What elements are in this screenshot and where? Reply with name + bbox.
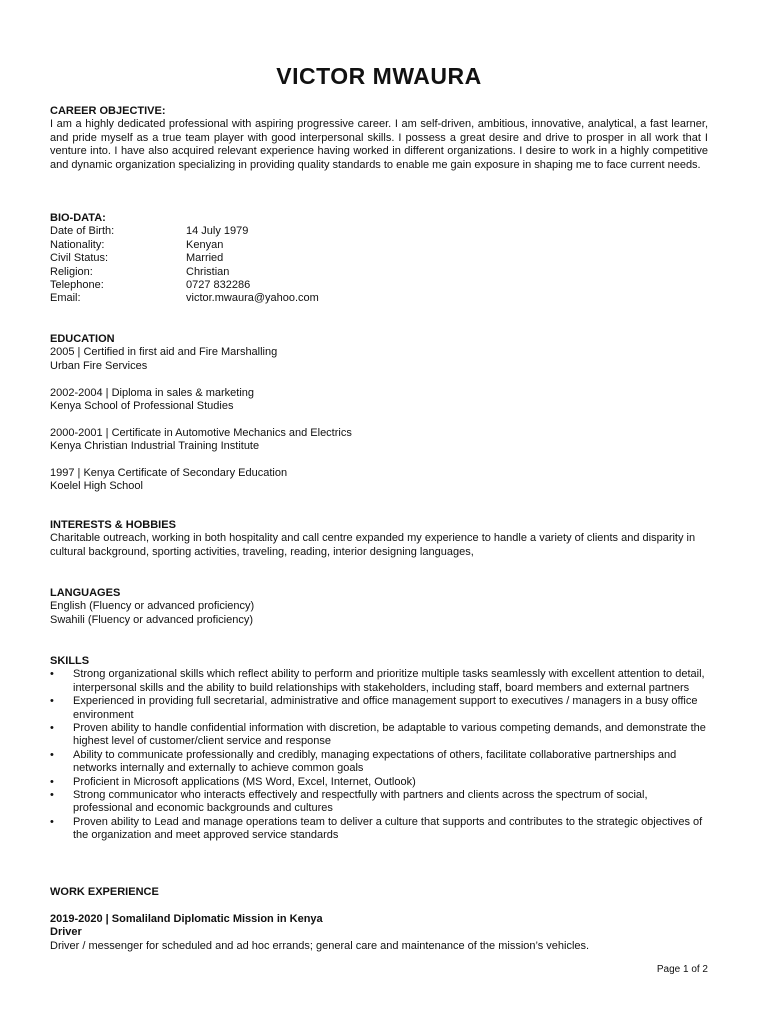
skill-text: Proven ability to handle confidential information with discretion, be adaptable to various competing demands, and demonstrate the highest level of customer/client service and response (73, 722, 706, 748)
bio-data-heading: BIO-DATA: (50, 212, 106, 224)
bio-value: 14 July 1979 (186, 225, 249, 238)
bio-value: 0727 832286 (186, 279, 251, 292)
languages-section (50, 587, 708, 627)
education-degree: 2005 | Certified in first aid and Fire Marshalling (50, 346, 278, 359)
skill-text: Proven ability to Lead and manage operations team to deliver a culture that supports and contributes to the strategic objectives of the organization and meet approved service standards (73, 815, 703, 842)
education-institution: Kenya School of Professional Studies (50, 400, 234, 413)
bio-label: Civil Status: (50, 252, 109, 265)
page-number: Page 1 of 2 (656, 964, 708, 975)
bio-label: Telephone: (50, 279, 104, 292)
skill-item (50, 789, 708, 816)
skill-text: Ability to communicate professionally and credibly, managing expectations of others, facilitate collaborative partnerships and networks internally and externally to achieve common goals (73, 748, 677, 775)
education-degree: 2002-2004 | Diploma in sales & marketing (50, 386, 255, 399)
language-item: Swahili (Fluency or advanced proficiency) (50, 613, 253, 626)
bio-value: Married (186, 252, 224, 265)
work-experience-section (50, 886, 708, 953)
interests-section (50, 519, 708, 559)
skill-item (50, 722, 708, 749)
resume-name: VICTOR MWAURA (276, 63, 482, 89)
work-experience-heading: WORK EXPERIENCE (50, 886, 159, 898)
bio-row-religion (50, 266, 708, 279)
languages-heading: LANGUAGES (50, 587, 121, 599)
bio-row-civil-status (50, 252, 708, 265)
education-institution: Urban Fire Services (50, 359, 148, 372)
bio-value: Kenyan (186, 238, 224, 251)
career-objective-heading: CAREER OBJECTIVE: (50, 105, 166, 117)
bio-row-nationality (50, 239, 708, 252)
skill-item (50, 668, 708, 695)
education-degree: 1997 | Kenya Certificate of Secondary Education (50, 467, 288, 480)
language-item: English (Fluency or advanced proficiency) (50, 600, 255, 613)
skills-list (50, 668, 708, 842)
career-objective-section (50, 105, 708, 172)
bio-label: Religion: (50, 265, 93, 278)
bullet-icon: • (50, 695, 54, 708)
bullet-icon: • (50, 668, 54, 681)
skill-item (50, 816, 708, 843)
education-institution: Kenya Christian Industrial Training Institute (50, 440, 260, 453)
education-institution: Koelel High School (50, 480, 143, 493)
bio-label: Email: (50, 292, 81, 305)
education-heading: EDUCATION (50, 333, 115, 345)
skill-text: Strong communicator who interacts effectively and respectfully with partners and clients across the spectrum of social, professional and economic backgrounds and cultures (73, 789, 648, 815)
job-title: Driver (50, 926, 82, 939)
bullet-icon: • (50, 748, 54, 761)
skill-text: Strong organizational skills which reflect ability to perform and prioritize multiple tasks seamlessly with excellent attention to detail, interpersonal skills and the ability to build relationships with stakeholders, including staff, board members and external partners (73, 668, 705, 694)
bio-row-telephone (50, 279, 708, 292)
skill-text: Proficient in Microsoft applications (MS Word, Excel, Internet, Outlook) (73, 775, 416, 788)
skills-section (50, 655, 708, 843)
job-period-org: 2019-2020 | Somaliland Diplomatic Mission in Kenya (50, 912, 323, 925)
education-item (50, 467, 708, 494)
bullet-icon: • (50, 815, 54, 828)
interests-text: Charitable outreach, working in both hospitality and call centre expanded my experience to handle a variety of clients and disparity in cultural background, sporting activities, traveling, reading, interior designing languages, (50, 532, 696, 558)
career-objective-text: I am a highly dedicated professional with aspiring progressive career. I am self-driven, ambitious, innovative, analytical, a fast learner, and pride myself as a true team player with good interpersonal skills. I possess a great desire and drive to prosper in all work that I venture into. I have also acquired relevant experience having worked in different organizations. I desire to work in a highly competitive and dynamic organization specializing in providing quality standards to enable me gain exposure in shaping me to face current needs. (50, 118, 708, 171)
skills-heading: SKILLS (50, 655, 90, 667)
bio-row-dob (50, 225, 708, 238)
education-section (50, 333, 708, 507)
bio-label: Nationality: (50, 238, 105, 251)
bio-value: Christian (186, 265, 230, 278)
skill-item (50, 749, 708, 776)
bio-label: Date of Birth: (50, 225, 115, 238)
education-item (50, 346, 708, 373)
skill-item (50, 695, 708, 722)
skill-item (50, 776, 708, 789)
bio-data-section (50, 212, 708, 306)
education-degree: 2000-2001 | Certificate in Automotive Mechanics and Electrics (50, 426, 352, 439)
bullet-icon: • (50, 789, 54, 802)
education-item (50, 387, 708, 414)
education-item (50, 427, 708, 454)
job-description: Driver / messenger for scheduled and ad hoc errands; general care and maintenance of the mission’s vehicles. (50, 939, 590, 952)
skill-text: Experienced in providing full secretarial, administrative and office management support to executives / managers in a busy office environment (73, 695, 698, 721)
spacer (50, 899, 708, 912)
bullet-icon: • (50, 722, 54, 735)
bio-row-email (50, 292, 708, 305)
bio-value-email: victor.mwaura@yahoo.com (186, 292, 319, 305)
interests-heading: INTERESTS & HOBBIES (50, 519, 176, 531)
bullet-icon: • (50, 775, 54, 788)
